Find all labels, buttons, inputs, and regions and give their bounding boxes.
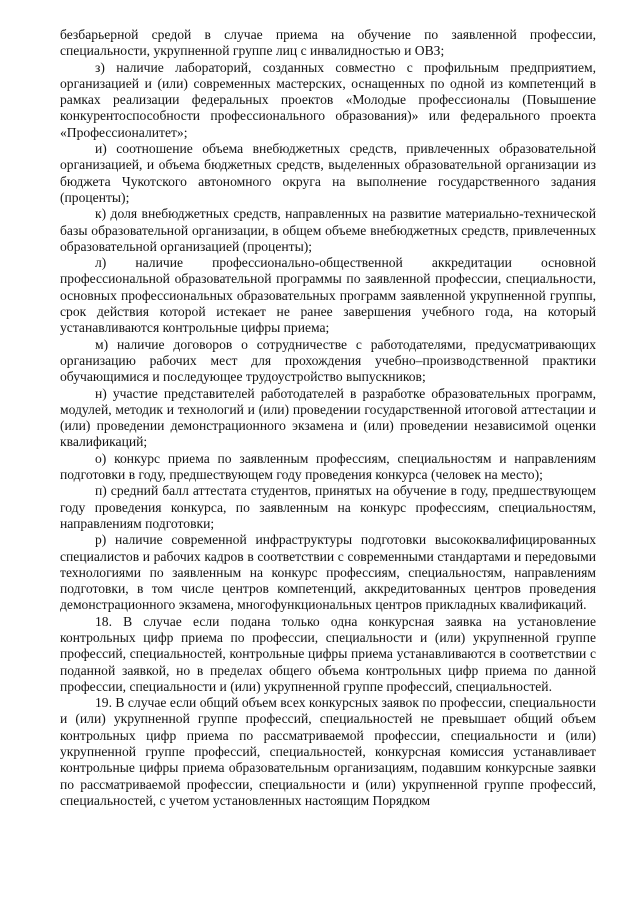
paragraph-item-i: и) соотношение объема внебюджетных средств, привлеченных образовательной организацией, и объема бюджетных средств, выделенных образовательной организации из бюджета Чукотского автономного округа на выполнение государственного задания (проценты);	[60, 141, 596, 205]
paragraph-continuation: безбарьерной средой в случае приема на обучение по заявленной профессии, специальности, укрупненной группе лиц с инвалидностью и ОВЗ;	[60, 27, 596, 59]
document-page	[60, 27, 596, 809]
paragraph-item-l: л) наличие профессионально-общественной аккредитации основной профессиональной образовательной программы по заявленной профессии, специальности, основных профессиональных образовательных программ заявленной укрупненной группы, срок действия которой истекает не ранее завершения учебного года, на который устанавливаются контрольные цифры приема;	[60, 255, 596, 336]
paragraph-clause-18: 18. В случае если подана только одна конкурсная заявка на установление контрольных цифр приема по профессии, специальности и (или) укрупненной группе профессий, специальностей, контрольные цифры приема устанавливаются в соответствии с поданной заявкой, но в пределах общего объема контрольных цифр приема по данной профессии, специальности и (или) укрупненной группе профессий, специальностей.	[60, 613, 596, 694]
paragraph-clause-19: 19. В случае если общий объем всех конкурсных заявок по профессии, специальности и (или) укрупненной группе профессий, специальностей не превышает общий объем контрольных цифр приема по рассматриваемой профессии, специальности и (или) укрупненной группе профессий, специальностей, конкурсная комиссия устанавливает контрольные цифры приема образовательным организациям, подавшим конкурсные заявки по рассматриваемой профессии, специальности и (или) укрупненной группе профессий, специальностей, с учетом установленных настоящим Порядком	[60, 695, 596, 808]
paragraph-item-m: м) наличие договоров о сотрудничестве с работодателями, предусматривающих организацию рабочих мест для прохождения учебно–производственной практики обучающимися и последующее трудоустройство выпускников;	[60, 336, 596, 385]
paragraph-item-k: к) доля внебюджетных средств, направленных на развитие материально-технической базы образовательной организации, в общем объеме внебюджетных средств, привлеченных образовательной организацией (проценты);	[60, 206, 596, 254]
paragraph-item-r: р) наличие современной инфраструктуры подготовки высококвалифицированных специалистов и рабочих кадров в соответствии с современными стандартами и передовыми технологиями по заявленным на конкурс профессиям, специальностям, направлениям подготовки, в том числе центров компетенций, аккредитованных центров проведения демонстрационного экзамена, многофункциональных центров прикладных квалификаций.	[60, 532, 596, 613]
paragraph-item-p: п) средний балл аттестата студентов, принятых на обучение в году, предшествующем году проведения конкурса, по заявленным на конкурс профессиям, специальностям, направлениям подготовки;	[60, 483, 596, 531]
paragraph-item-n: н) участие представителей работодателей в разработке образовательных программ, модулей, методик и технологий и (или) проведении государственной итоговой аттестации и (или) проведении демонстрационного экзамена и (или) проведении независимой оценки квалификаций;	[60, 385, 596, 450]
paragraph-item-o: о) конкурс приема по заявленным профессиям, специальностям и направлениям подготовки в году, предшествующем году проведения конкурса (человек на место);	[60, 450, 596, 483]
paragraph-item-z: з) наличие лабораторий, созданных совместно с профильным предприятием, организацией и (или) современных мастерских, оснащенных по одной из компетенций в рамках реализации федеральных проектов «Молодые профессионалы (Повышение конкурентоспособности профессионального образования)» или федерального проекта «Профессионалитет»;	[60, 59, 596, 140]
